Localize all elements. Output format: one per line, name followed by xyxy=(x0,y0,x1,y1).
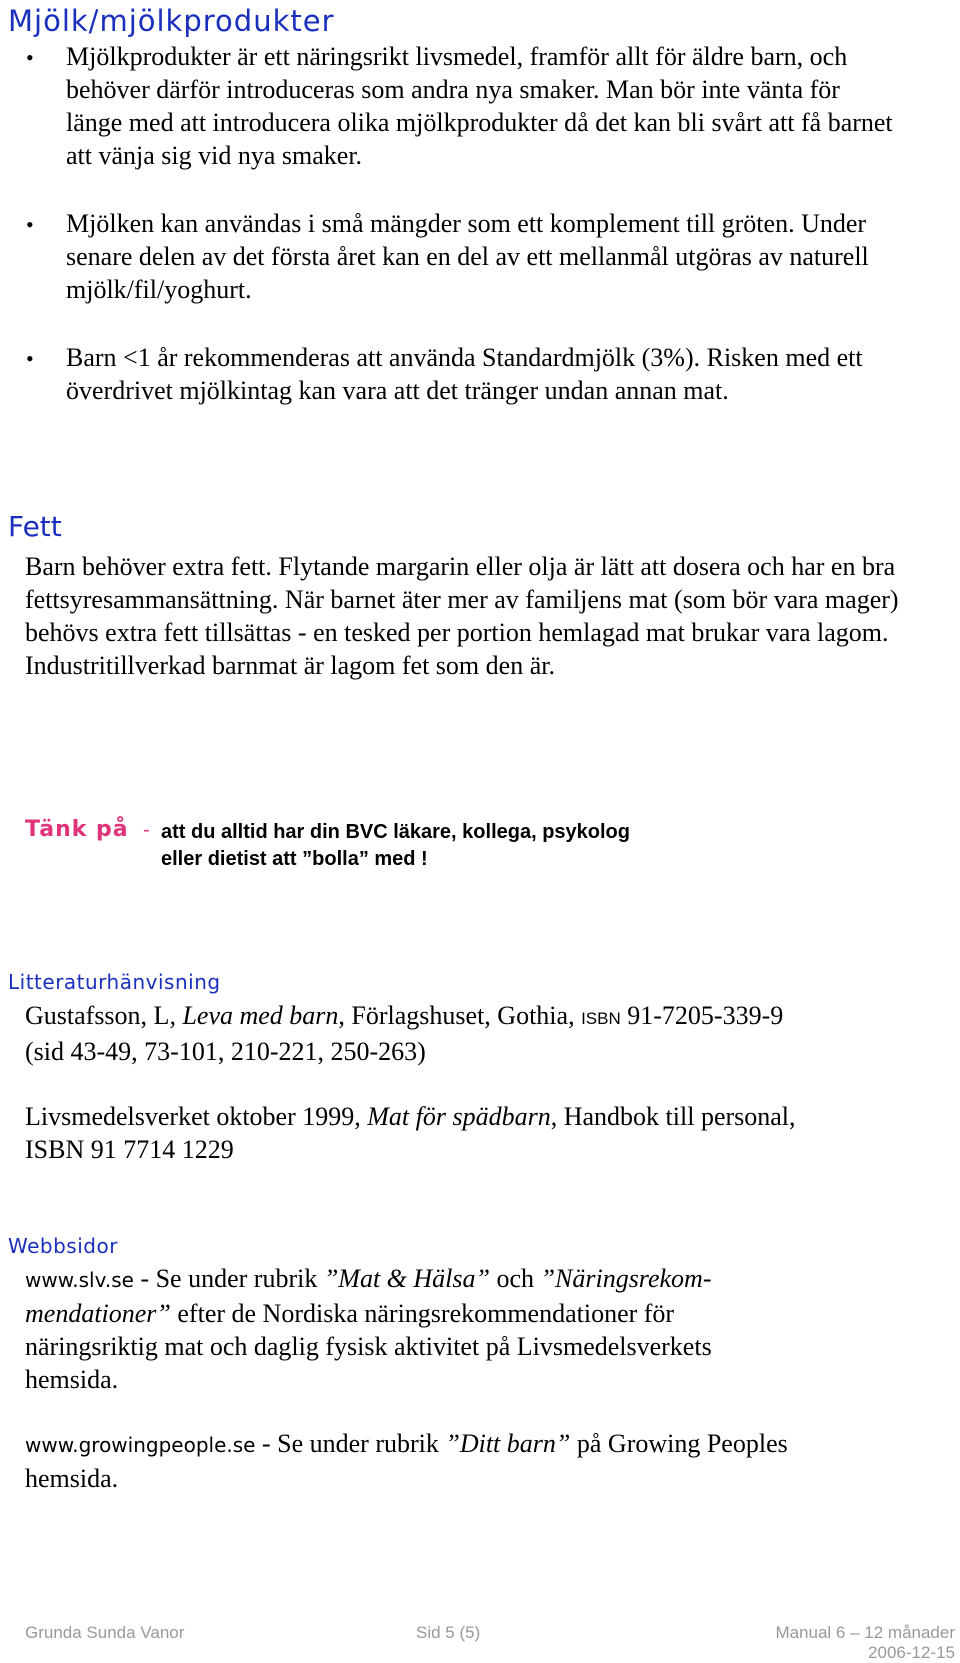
slv-link[interactable]: www.slv.se xyxy=(25,1268,134,1292)
site2-text2: på Growing Peoples xyxy=(570,1429,788,1458)
website-2 xyxy=(25,1427,905,1495)
fat-paragraph: Barn behöver extra fett. Flytande margarin eller olja är lätt att dosera och har en bra fettsyresammansättning. När barnet äter mer av familjens mat (som bör vara mager) behövs extra fett tillsättas - en tesked per portion hemlagad mat brukar vara lagom. Industritillverkad barnmat är lagom fet som den är. xyxy=(25,552,899,680)
ref1-isbn-label: ISBN xyxy=(581,1009,621,1028)
think-dash: - xyxy=(143,819,150,841)
ref2-isbn: ISBN 91 7714 1229 xyxy=(25,1135,234,1164)
footer-left: Grunda Sunda Vanor xyxy=(25,1623,185,1642)
ref1-pages: (sid 43-49, 73-101, 210-221, 250-263) xyxy=(25,1037,426,1066)
website-1 xyxy=(25,1262,905,1396)
section-heading-fat: Fett xyxy=(8,510,62,543)
list-item xyxy=(0,40,900,172)
ref1-title: Leva med barn xyxy=(182,1001,339,1030)
bullet-text: Mjölkprodukter är ett näringsrikt livsmedel, framför allt för äldre barn, och behöver därför introduceras som andra nya smaker. Man bör inte vänta för länge med att introducera olika mjölkprodukter då det kan bli svårt att få barnet att vänja sig vid nya smaker. xyxy=(66,42,893,170)
list-item xyxy=(0,341,900,407)
site1-quote2a: ”Näringsrekom- xyxy=(540,1264,712,1293)
site1-quote1: ”Mat & Hälsa” xyxy=(323,1264,490,1293)
ref1-publisher: , Förlagshuset, Gothia, xyxy=(338,1001,582,1030)
site2-line2: hemsida. xyxy=(25,1464,119,1493)
site1-text2: och xyxy=(490,1264,541,1293)
reference-2 xyxy=(25,1100,905,1166)
site1-line4: hemsida. xyxy=(25,1365,119,1394)
section-heading-milk: Mjölk/mjölkprodukter xyxy=(8,4,335,38)
site1-text: - Se under rubrik xyxy=(133,1264,324,1293)
think-text-line2: eller dietist att ”bolla” med ! xyxy=(161,848,428,870)
ref2-prefix: Livsmedelsverket oktober 1999, xyxy=(25,1102,368,1131)
footer-date: 2006-12-15 xyxy=(868,1643,955,1662)
ref2-title: Mat för spädbarn xyxy=(367,1102,551,1131)
bullet-icon: • xyxy=(26,346,34,371)
site2-text: - Se under rubrik xyxy=(255,1429,446,1458)
list-item xyxy=(0,207,900,306)
ref1-author: Gustafsson, L xyxy=(25,1001,170,1030)
footer-page-number: Sid 5 (5) xyxy=(416,1623,481,1642)
section-heading-websites: Webbsidor xyxy=(8,1234,118,1258)
reference-1 xyxy=(25,999,905,1068)
growingpeople-link[interactable]: www.growingpeople.se xyxy=(25,1433,256,1457)
think-text xyxy=(161,819,761,873)
site1-line3: näringsriktig mat och daglig fysisk aktivitet på Livsmedelsverkets xyxy=(25,1332,712,1361)
ref2-suffix: , Handbok till personal, xyxy=(550,1102,796,1131)
bullet-text: Barn <1 år rekommenderas att använda Standardmjölk (3%). Risken med ett överdrivet mjölkintag kan vara att det tränger undan annan mat. xyxy=(66,343,863,405)
site2-quote1: ”Ditt barn” xyxy=(445,1429,571,1458)
milk-bullet-list xyxy=(0,40,900,442)
site1-text3: efter de Nordiska näringsrekommendationer för xyxy=(170,1299,675,1328)
ref1-sep: , xyxy=(169,1001,183,1030)
bullet-icon: • xyxy=(26,212,34,237)
ref1-isbn-value: 91-7205-339-9 xyxy=(620,1001,784,1030)
footer-right: Manual 6 – 12 månader xyxy=(775,1623,955,1642)
think-label: Tänk på xyxy=(25,817,129,842)
bullet-text: Mjölken kan användas i små mängder som ett komplement till gröten. Under senare delen av det första året kan en del av ett mellanmål utgöras av naturell mjölk/fil/yoghurt. xyxy=(66,209,869,304)
think-text-line1: att du alltid har din BVC läkare, kollega, psykolog xyxy=(161,821,630,843)
bullet-icon: • xyxy=(26,45,34,70)
site1-quote2b: mendationer” xyxy=(25,1299,171,1328)
section-heading-references: Litteraturhänvisning xyxy=(8,970,221,994)
